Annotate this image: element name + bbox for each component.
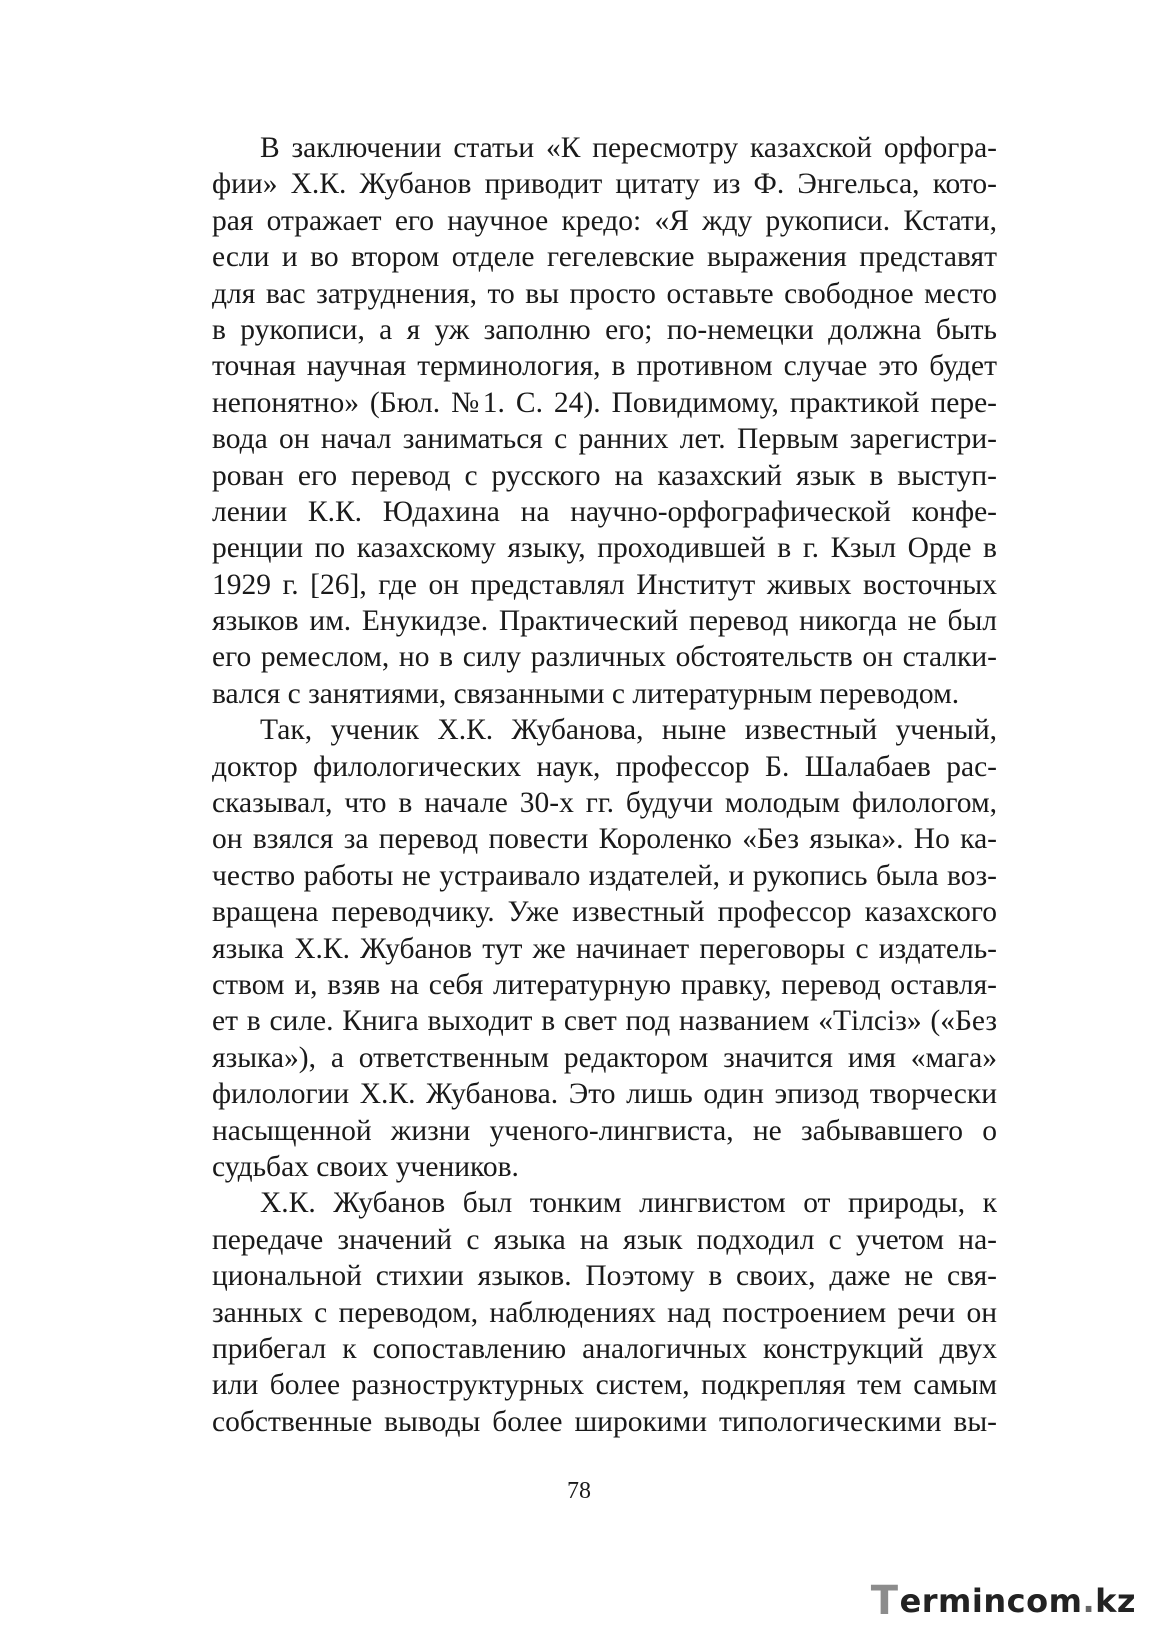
text-line: ством и, взяв на себя литературную правку, перевод оставля-: [212, 968, 997, 1001]
text-line: лении К.К. Юдахина на научно-орфографической конфе-: [212, 495, 997, 528]
text-line: занных с переводом, наблюдениях над построением речи он: [212, 1296, 997, 1329]
text-line: собственные выводы более широкими типологическими вы-: [212, 1405, 997, 1438]
watermark-t: T: [870, 1578, 899, 1624]
watermark-text: erminc: [899, 1582, 1027, 1620]
text-line: его ремеслом, но в силу различных обстоятельств он сталки-: [212, 641, 997, 674]
text-line: циональной стихии языков. Поэтому в своих, даже не свя-: [212, 1260, 997, 1293]
text-line: 1929 г. [26], где он представлял Институт живых восточных: [212, 568, 997, 601]
page-body: [212, 130, 997, 1440]
text-line: судьбах своих учеников.: [212, 1150, 519, 1183]
termincom-watermark-logo: [871, 1579, 1136, 1623]
text-line: передаче значений с языка на язык подходил с учетом на-: [212, 1223, 997, 1256]
text-line: рая отражает его научное кредо: «Я жду рукописи. Кстати,: [212, 204, 997, 237]
watermark-m: m: [1048, 1582, 1083, 1620]
text-line: В заключении статьи «К пересмотру казахской орфогра-: [260, 132, 997, 164]
text-line: насыщенной жизни ученого-лингвиста, не забывавшего о: [212, 1114, 997, 1147]
text-line: сказывал, что в начале 30-х гг. будучи молодым филологом,: [212, 787, 997, 820]
watermark-o: о: [1026, 1582, 1049, 1620]
text-line: вода он начал заниматься с ранних лет. Первым зарегистри-: [212, 423, 997, 456]
text-line: вращена переводчику. Уже известный профессор казахского: [212, 896, 997, 929]
text-line: он взялся за перевод повести Короленко «Без языка». Но ка-: [212, 823, 997, 856]
text-line: доктор филологических наук, профессор Б. Шалабаев рас-: [212, 750, 997, 783]
text-line: Х.К. Жубанов был тонким лингвистом от природы, к: [260, 1187, 997, 1220]
text-line: чество работы не устраивало издателей, и рукопись была воз-: [212, 859, 997, 892]
text-line: языка Х.К. Жубанов тут же начинает переговоры с издатель-: [212, 932, 997, 965]
text-line: филологии Х.К. Жубанова. Это лишь один эпизод творчески: [212, 1078, 997, 1111]
text-line: вался с занятиями, связанными с литературным переводом.: [212, 677, 960, 710]
text-line: Так, ученик Х.К. Жубанова, ныне известный ученый,: [260, 714, 997, 747]
text-line: прибегал к сопоставлению аналогичных конструкций двух: [212, 1332, 997, 1365]
text-line: если и во втором отделе гегелевские выражения представят: [212, 241, 997, 274]
page-number: 78: [567, 1478, 591, 1504]
watermark-dot: .: [1082, 1582, 1096, 1620]
text-line: ет в силе. Книга выходит в свет под названием «Тілсіз» («Без: [212, 1005, 997, 1038]
watermark-tld: kz: [1095, 1582, 1136, 1620]
text-line: ренции по казахскому языку, проходившей в г. Кзыл Орде в: [212, 532, 997, 565]
text-line: языков им. Енукидзе. Практический перевод никогда не был: [212, 605, 997, 638]
text-line: рован его перевод с русского на казахский язык в выступ-: [212, 459, 997, 492]
text-line: в рукописи, а я уж заполню его; по-немецки должна быть: [212, 313, 997, 346]
text-line: языка»), а ответственным редактором значится имя «мага»: [212, 1041, 997, 1074]
text-line: фии» Х.К. Жубанов приводит цитату из Ф. Энгельса, кото-: [212, 168, 997, 201]
text-line: для вас затруднения, то вы просто оставьте свободное место: [212, 277, 997, 310]
text-line: непонятно» (Бюл. №1. С. 24). Повидимому, практикой пере-: [212, 386, 997, 419]
text-line: или более разноструктурных систем, подкрепляя тем самым: [212, 1369, 997, 1402]
text-line: точная научная терминология, в противном случае это будет: [212, 350, 997, 383]
